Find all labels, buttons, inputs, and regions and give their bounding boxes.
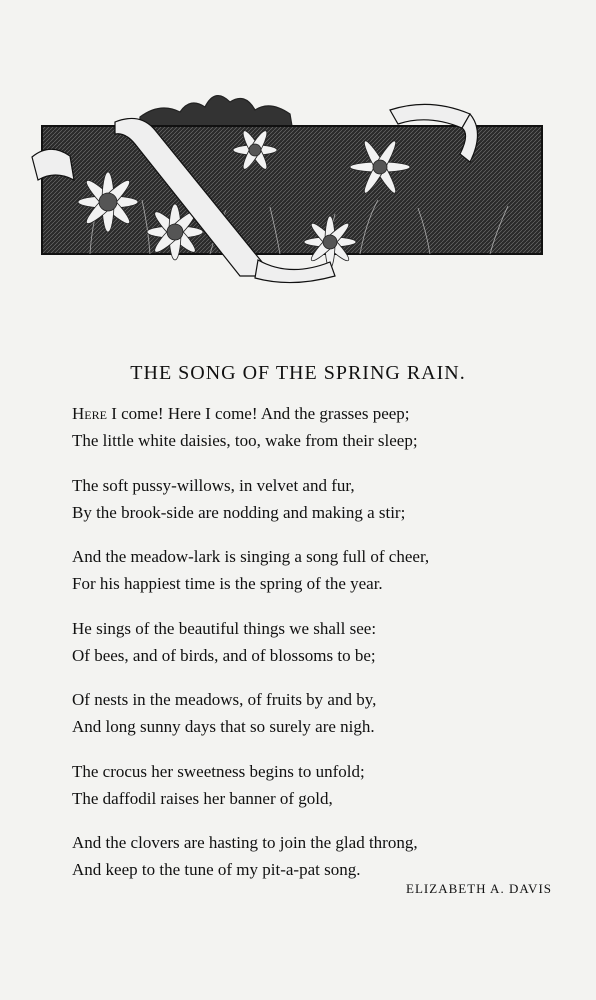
stanza-5 bbox=[72, 686, 572, 740]
stanza-4 bbox=[72, 615, 572, 669]
poem-line: The daffodil raises her banner of gold, bbox=[72, 788, 333, 808]
poem-line: Of bees, and of birds, and of blossoms to be; bbox=[72, 645, 376, 665]
first-line-text: I come! Here I come! And the grasses peep; bbox=[106, 404, 410, 423]
poem-line: And the meadow-lark is singing a song full of cheer, bbox=[72, 547, 430, 566]
flower-banner-engraving bbox=[30, 82, 545, 287]
poem-line: He sings of the beautiful things we shall see: bbox=[72, 618, 377, 638]
poem-line: For his happiest time is the spring of the year. bbox=[72, 574, 383, 593]
poem-line: And the clovers are hasting to join the glad throng, bbox=[72, 833, 418, 852]
poem-line: And long sunny days that so surely are nigh. bbox=[72, 717, 375, 736]
first-word: Here bbox=[72, 404, 107, 423]
poem-line: The soft pussy-willows, in velvet and fur, bbox=[72, 475, 355, 495]
poem-line: Of nests in the meadows, of fruits by and by, bbox=[72, 690, 377, 709]
poem-line bbox=[72, 400, 572, 427]
header-illustration bbox=[30, 82, 545, 287]
stanza-7 bbox=[72, 829, 572, 883]
poem-body bbox=[72, 400, 572, 901]
stanza-3 bbox=[72, 543, 572, 597]
poem-line: The little white daisies, too, wake from their sleep; bbox=[72, 431, 418, 450]
stanza-6 bbox=[72, 758, 572, 812]
stanza-1 bbox=[72, 400, 572, 454]
poem-line: By the brook-side are nodding and making a stir; bbox=[72, 502, 406, 522]
stanza-2 bbox=[72, 472, 572, 526]
poem-title: THE SONG OF THE SPRING RAIN. bbox=[130, 362, 466, 384]
poem-line: And keep to the tune of my pit-a-pat song. bbox=[72, 860, 361, 879]
poem-line: The crocus her sweetness begins to unfold; bbox=[72, 761, 365, 781]
author-signature: ELIZABETH A. DAVIS bbox=[406, 881, 552, 896]
